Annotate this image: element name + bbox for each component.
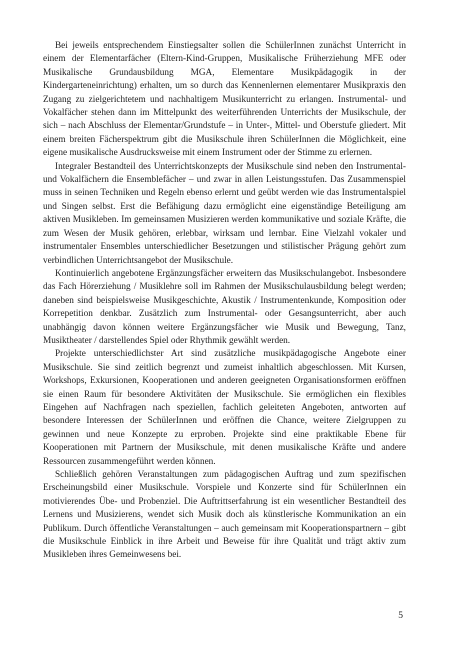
- paragraph-projekte: Projekte unterschiedlichster Art sind zusätzliche musikpädagogische Angebote einer Musikschule. Sie sind zeitlich begrenzt und zumeist inhaltlich abgeschlossen. Mit Kursen, Workshops, Exkursionen, Kooperationen und anderen geeigneten Organisationsformen eröffnen sie einen Raum für besondere Aktivitäten der Musikschule. Sie ermöglichen ein flexibles Eingehen auf Nachfragen nach speziellen, fachlich geleiteten Angeboten, antworten auf besondere Interessen der SchülerInnen und eröffnen die Chance, weitere Zielgruppen zu gewinnen und neue Konzepte zu erproben. Projekte sind eine praktikable Ebene für Kooperationen mit Partnern der Musikschule, mit denen musikalische Kräfte und andere Ressourcen zusammengeführt werden können.: [43, 349, 406, 467]
- paragraph-elementarfaecher: Bei jeweils entsprechendem Einstiegsalter sollen die SchülerInnen zunächst Unterricht in einem der Elementarfächer (Eltern-Kind-Gruppen, Musikalische Früherziehung MFE oder Musikalische Grundausbildung MGA, Elementare Musikpädagogik in der Kindergarteneinrichtung) erhalten, um so durch das Kennenlernen elementarer Musikpraxis den Zugang zu zielgerichtetem und nachhaltigem Musikunterricht zu erlangen. Instrumental- und Vokalfächer stehen dann im Mittelpunkt des weiterführenden Unterrichts der Musikschule, der sich – nach Abschluss der Elementar/Grundstufe – in Unter-, Mittel- und Oberstufe gliedert. Mit einem breiten Fächerspektrum gibt die Musikschule ihren SchülerInnen die Möglichkeit, eine eigene musikalische Ausdrucksweise mit einem Instrument oder der Stimme zu erlernen.: [43, 41, 406, 159]
- paragraph-ensemblefaecher: Integraler Bestandteil des Unterrichtskonzepts der Musikschule sind neben den Instrumental- und Vokalfächern die Ensemblefächer – und zwar in allen Leistungsstufen. Das Zusammenspiel muss in seinen Techniken und Regeln ebenso erlernt und geübt werden wie das Instrumentalspiel und Singen selbst. Erst die Befähigung dazu ermöglicht eine eigenständige Beteiligung am aktiven Musikleben. Im gemeinsamen Musizieren werden kommunikative und soziale Kräfte, die zum Wesen der Musik gehören, erlebbar, wirksam und lernbar. Eine Vielzahl vokaler und instrumentaler Ensembles unterschiedlicher Besetzungen und stilistischer Prägung gehört zum verbindlichen Unterrichtsangebot der Musikschule.: [43, 161, 406, 266]
- paragraph-ergaenzungsfaecher: Kontinuierlich angebotene Ergänzungsfächer erweitern das Musikschulangebot. Insbesondere das Fach Hörerziehung / Musiklehre soll im Rahmen der Musikschulausbildung belegt werden; daneben sind beispielsweise Musikgeschichte, Akustik / Instrumentenkunde, Komposition oder Korrepetition denkbar. Zusätzlich zum Instrumental- oder Gesangsunterricht, aber auch unabhängig davon können weitere Ergänzungsfächer wie Musik und Bewegung, Tanz, Musiktheater / darstellendes Spiel oder Rhythmik gewählt werden.: [43, 268, 406, 346]
- body-text: [43, 40, 406, 563]
- page-number: 5: [398, 611, 403, 621]
- paragraph-veranstaltungen: Schließlich gehören Veranstaltungen zum pädagogischen Auftrag und zum spezifischen Erscheinungsbild einer Musikschule. Vorspiele und Konzerte sind für SchülerInnen ein motivierendes Übe- und Probenziel. Die Auftrittserfahrung ist ein wesentlicher Bestandteil des Lernens und Musizierens, wendet sich Musik doch als künstlerische Kommunikation an ein Publikum. Durch öffentliche Veranstaltungen – auch gemeinsam mit Kooperationspartnern – gibt die Musikschule Einblick in ihre Arbeit und Beweise für ihre Qualität und trägt aktiv zum Musikleben ihres Gemeinwesens bei.: [43, 470, 406, 561]
